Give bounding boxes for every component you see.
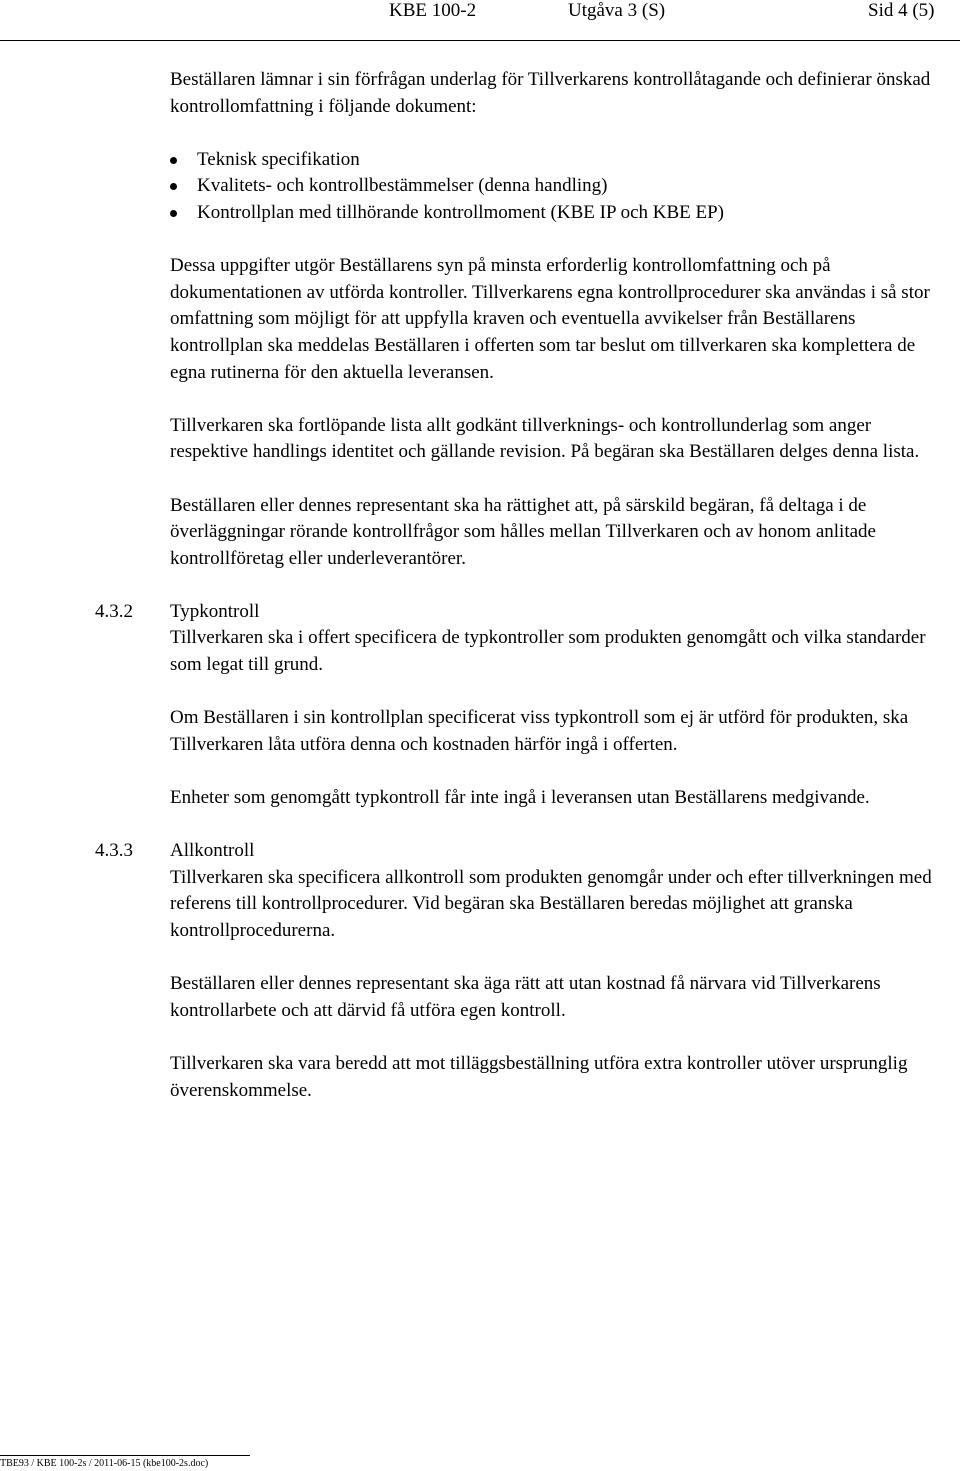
list-item: Teknisk specifikation xyxy=(170,147,940,174)
page-footer: TBE93 / KBE 100-2s / 2011-06-15 (kbe100-2s.doc) xyxy=(0,1458,209,1469)
paragraph: Tillverkaren ska specificera allkontroll som produkten genomgår under och efter tillverkningen med referens till kontrollprocedurer. Vid begäran ska Beställaren beredas möjlighet att granska kontrollprocedurerna. xyxy=(170,866,932,941)
section-typkontroll xyxy=(95,599,940,812)
paragraph: Tillverkaren ska fortlöpande lista allt godkänt tillverknings- och kontrollunderlag som anger respektive handlings identitet och gällande revision. På begäran ska Beställaren delges denna lista. xyxy=(170,414,920,463)
list-item: Kvalitets- och kontrollbestämmelser (denna handling) xyxy=(170,173,940,200)
paragraph: Dessa uppgifter utgör Beställarens syn på minsta erforderlig kontrollomfattning och på dokumentationen av utförda kontroller. Tillverkarens egna kontrollprocedurer ska användas i så stor omfattning som möjligt för att uppfylla kraven och eventuella avvikelser från Beställarens kontrollplan ska meddelas Beställaren i offerten som tar beslut om tillverkaren ska komplettera de egna rutinerna för den aktuella leveransen. xyxy=(170,255,930,383)
section-number: 4.3.3 xyxy=(95,840,133,862)
edition: Utgåva 3 (S) xyxy=(568,0,666,21)
bullet-icon xyxy=(170,157,177,164)
document-list xyxy=(170,147,940,227)
section-allkontroll xyxy=(95,838,940,1104)
section-number: 4.3.2 xyxy=(95,600,133,622)
bullet-icon xyxy=(170,183,177,190)
section-title: Allkontroll xyxy=(170,840,255,862)
header-divider xyxy=(0,40,960,41)
paragraph: Tillverkaren ska i offert specificera de typkontroller som produkten genomgått och vilka standarder som legat till grund. xyxy=(170,627,926,676)
paragraph: Om Beställaren i sin kontrollplan specificerat viss typkontroll som ej är utförd för produkten, ska Tillverkaren låta utföra denna och kostnaden härför ingå i offerten. xyxy=(170,707,909,755)
document-id: KBE 100-2 xyxy=(389,0,477,21)
paragraph: Beställaren eller dennes representant ska äga rätt att utan kostnad få närvara vid Tillverkarens kontrollarbete och att därvid få utföra egen kontroll. xyxy=(170,973,881,1021)
intro-paragraph: Beställaren lämnar i sin förfrågan underlag för Tillverkarens kontrollåtagande och definierar önskad kontrollomfattning i följande dokument: xyxy=(170,69,931,117)
page-header xyxy=(0,0,960,42)
list-item: Kontrollplan med tillhörande kontrollmoment (KBE IP och KBE EP) xyxy=(170,200,940,227)
paragraph: Beställaren eller dennes representant ska ha rättighet att, på särskild begäran, få deltaga i de överläggningar rörande kontrollfrågor som hålles mellan Tillverkaren och av honom anlitade kontrollföretag eller underleverantörer. xyxy=(170,494,876,569)
document-body xyxy=(95,67,940,1104)
section-title: Typkontroll xyxy=(170,600,260,622)
page-number: Sid 4 (5) xyxy=(868,0,935,21)
footer-divider xyxy=(0,1455,250,1456)
paragraph: Tillverkaren ska vara beredd att mot tilläggsbeställning utföra extra kontroller utöver ursprunglig överenskommelse. xyxy=(170,1052,908,1101)
paragraph: Enheter som genomgått typkontroll får inte ingå i leveransen utan Beställarens medgivande. xyxy=(170,787,870,809)
bullet-icon xyxy=(170,210,177,217)
